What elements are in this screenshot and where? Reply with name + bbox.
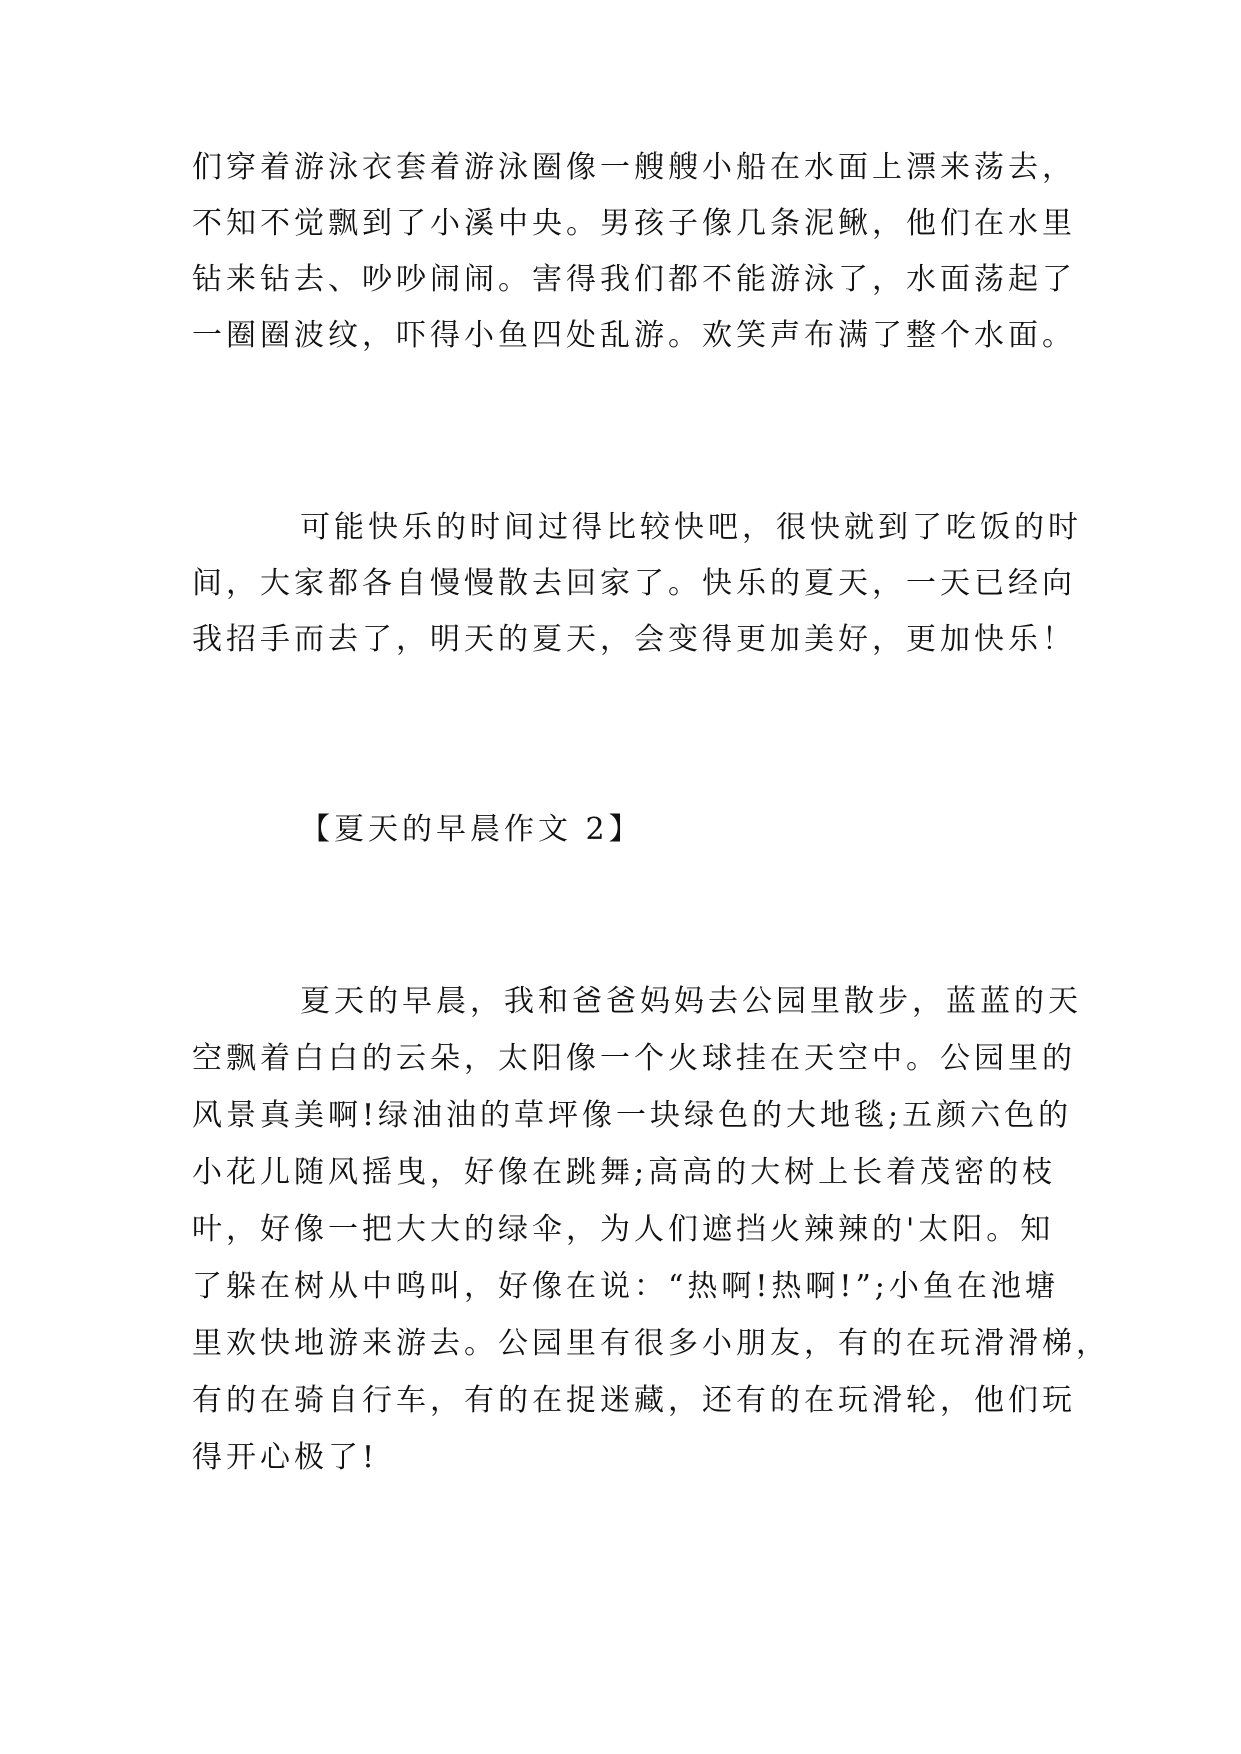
paragraph-1-line-3: 钻来钻去、吵吵闹闹。害得我们都不能游泳了，水面荡起了 — [192, 262, 1076, 297]
paragraph-3-line-3: 风景真美啊!绿油油的草坪像一块绿色的大地毯;五颜六色的 — [192, 1098, 1073, 1133]
paragraph-1-line-1: 们穿着游泳衣套着游泳圈像一艘艘小船在水面上漂来荡去， — [192, 150, 1076, 185]
paragraph-1-line-2: 不知不觉飘到了小溪中央。男孩子像几条泥鳅，他们在水里 — [192, 206, 1076, 241]
paragraph-3-line-6: 了躲在树从中鸣叫，好像在说：“热啊!热啊!”;小鱼在池塘 — [192, 1269, 1059, 1304]
paragraph-3-line-8: 有的在骑自行车，有的在捉迷藏，还有的在玩滑轮，他们玩 — [192, 1383, 1076, 1418]
paragraph-3-line-7: 里欢快地游来游去。公园里有很多小朋友，有的在玩滑滑梯， — [192, 1326, 1110, 1361]
paragraph-3-line-4: 小花儿随风摇曳，好像在跳舞;高高的大树上长着茂密的枝 — [192, 1155, 1057, 1190]
paragraph-2-line-2: 间，大家都各自慢慢散去回家了。快乐的夏天，一天已经向 — [192, 566, 1076, 601]
paragraph-3-line-1: 夏天的早晨，我和爸爸妈妈去公园里散步，蓝蓝的天 — [300, 984, 1082, 1019]
section-title: 【夏天的早晨作文 2】 — [300, 812, 643, 847]
paragraph-2-line-1: 可能快乐的时间过得比较快吧，很快就到了吃饭的时 — [300, 510, 1082, 545]
paragraph-2-line-3: 我招手而去了，明天的夏天，会变得更加美好，更加快乐！ — [192, 622, 1076, 657]
paragraph-3-line-5: 叶，好像一把大大的绿伞，为人们遮挡火辣辣的'太阳。知 — [192, 1212, 1055, 1247]
paragraph-1-line-4: 一圈圈波纹，吓得小鱼四处乱游。欢笑声布满了整个水面。 — [192, 318, 1076, 353]
paragraph-3-line-2: 空飘着白白的云朵，太阳像一个火球挂在天空中。公园里的 — [192, 1041, 1076, 1076]
paragraph-3-line-9: 得开心极了! — [192, 1440, 379, 1475]
